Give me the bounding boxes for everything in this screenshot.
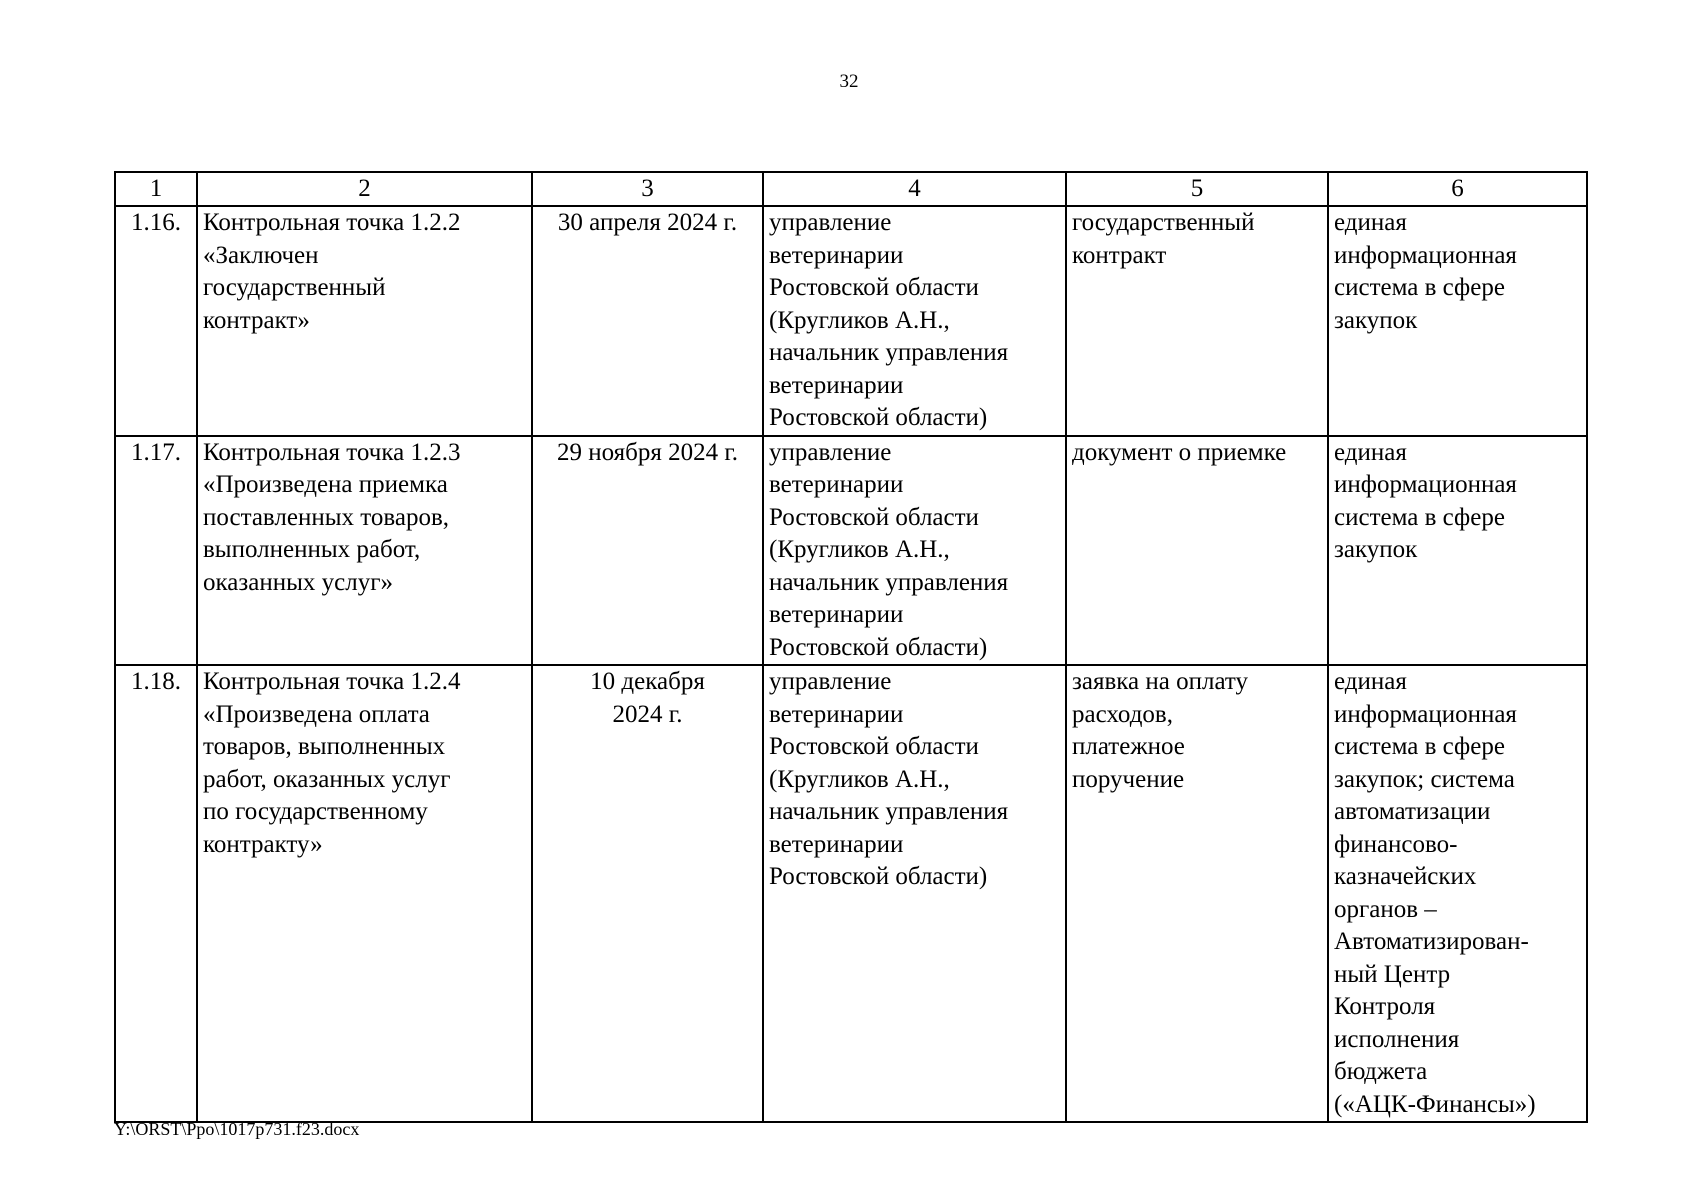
confirming-document: государственный контракт bbox=[1066, 206, 1328, 436]
control-point-name: Контрольная точка 1.2.2 «Заключен государственный контракт» bbox=[197, 206, 532, 436]
row-number: 1.18. bbox=[115, 665, 197, 1122]
page-number: 32 bbox=[839, 71, 859, 92]
deadline-date: 29 ноября 2024 г. bbox=[532, 436, 763, 666]
header-cell: 3 bbox=[532, 172, 763, 206]
row-number: 1.17. bbox=[115, 436, 197, 666]
row-number: 1.16. bbox=[115, 206, 197, 436]
control-point-name: Контрольная точка 1.2.3 «Произведена приемка поставленных товаров, выполненных работ, оказанных услуг» bbox=[197, 436, 532, 666]
control-points-table bbox=[114, 171, 1588, 1123]
confirming-document: документ о приемке bbox=[1066, 436, 1328, 666]
header-cell: 4 bbox=[763, 172, 1066, 206]
information-system: единая информационная система в сфере закупок bbox=[1328, 206, 1587, 436]
table-row bbox=[115, 665, 1587, 1122]
control-point-name: Контрольная точка 1.2.4 «Произведена оплата товаров, выполненных работ, оказанных услуг по государственному контракту» bbox=[197, 665, 532, 1122]
confirming-document: заявка на оплату расходов, платежное поручение bbox=[1066, 665, 1328, 1122]
header-cell: 2 bbox=[197, 172, 532, 206]
table-row bbox=[115, 206, 1587, 436]
deadline-date: 30 апреля 2024 г. bbox=[532, 206, 763, 436]
header-cell: 1 bbox=[115, 172, 197, 206]
responsible-executor: управление ветеринарии Ростовской области (Кругликов А.Н., начальник управления ветеринарии Ростовской области) bbox=[763, 436, 1066, 666]
table-header-row bbox=[115, 172, 1587, 206]
deadline-date: 10 декабря 2024 г. bbox=[532, 665, 763, 1122]
header-cell: 5 bbox=[1066, 172, 1328, 206]
responsible-executor: управление ветеринарии Ростовской области (Кругликов А.Н., начальник управления ветеринарии Ростовской области) bbox=[763, 206, 1066, 436]
file-path-footer: Y:\ORST\Ppo\1017p731.f23.docx bbox=[114, 1119, 360, 1139]
responsible-executor: управление ветеринарии Ростовской области (Кругликов А.Н., начальник управления ветеринарии Ростовской области) bbox=[763, 665, 1066, 1122]
header-cell: 6 bbox=[1328, 172, 1587, 206]
table-row bbox=[115, 436, 1587, 666]
information-system: единая информационная система в сфере закупок; система автоматизации финансово- казначейских органов – Автоматизирован- ный Центр Контроля исполнения бюджета («АЦК-Финансы») bbox=[1328, 665, 1587, 1122]
information-system: единая информационная система в сфере закупок bbox=[1328, 436, 1587, 666]
